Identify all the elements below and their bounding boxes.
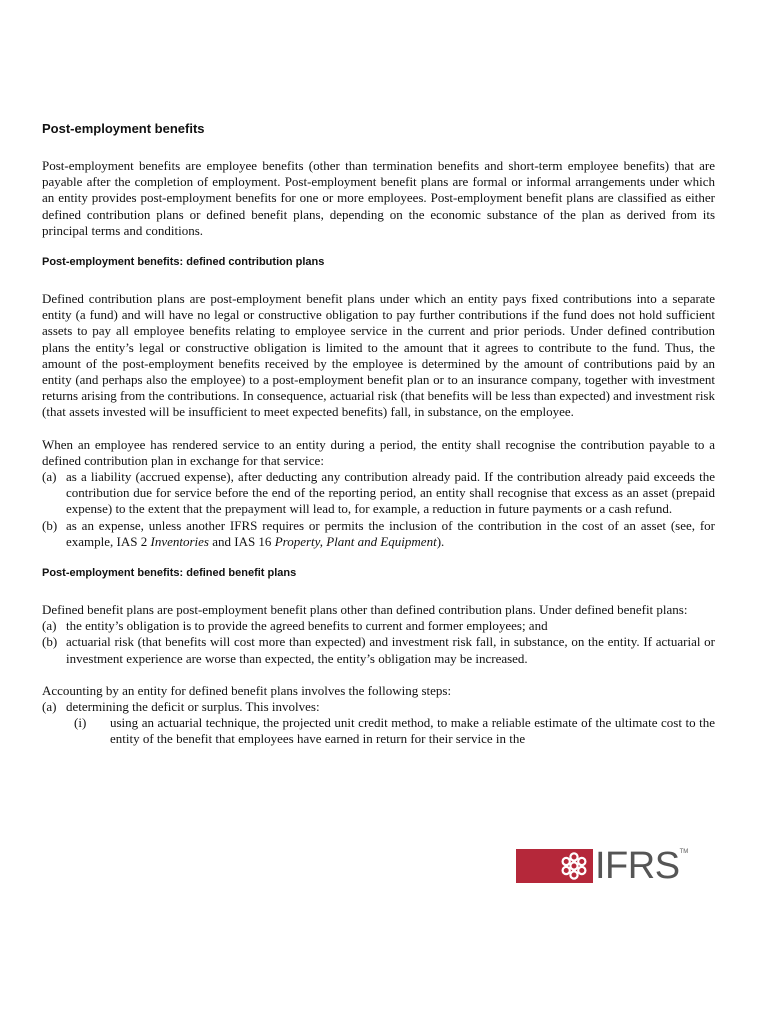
logo-wordmark: IFRS (595, 845, 680, 887)
list-text: actuarial risk (that benefits will cost more than expected) and investment risk fall, in substance, on the entity. If actuarial or investment experience are worse than expected, the entity’s obligation may be increased. (66, 634, 715, 666)
logo-trademark: TM (679, 849, 689, 855)
dc-paragraph-2: When an employee has rendered service to an entity during a period, the entity shall recognise the contribution payable to a defined contribution plan in exchange for that service: (42, 436, 715, 468)
page-title: Post-employment benefits (42, 121, 205, 136)
db-paragraph-1: Defined benefit plans are post-employment benefit plans other than defined contribution plans. Under defined benefit plans: (42, 602, 688, 618)
ias16-title: Property, Plant and Equipment (274, 533, 437, 549)
list-text: the entity’s obligation is to provide the agreed benefits to current and former employees; and (66, 618, 548, 634)
ifrs-logo (516, 847, 702, 885)
document-page (42, 120, 715, 748)
sub-list-text: using an actuarial technique, the projected unit credit method, to make a reliable estimate of the ultimate cost to the entity of the benefit that employees have earned in return for their service in the (110, 715, 715, 747)
flower-icon (559, 851, 589, 881)
db-heading: Post-employment benefits: defined benefit plans (42, 567, 297, 580)
list-item (42, 699, 715, 715)
list-marker: (a) (42, 699, 57, 715)
sub-list-item (42, 715, 715, 747)
ias2-title: Inventories (150, 533, 209, 549)
dc-heading: Post-employment benefits: defined contribution plans (42, 256, 325, 269)
list-item (42, 518, 715, 550)
sub-list-marker: (i) (74, 715, 87, 731)
list-item (42, 618, 715, 634)
list-text: determining the deficit or surplus. This involves: (66, 699, 320, 715)
list-text: as a liability (accrued expense), after deducting any contribution already paid. If the contribution already paid exceeds the contribution due for service before the end of the reporting period, an entity shall recognise that excess as an asset (prepaid expense) to the extent that the prepayment will lead to, for example, a reduction in future payments or a cash refund. (66, 469, 715, 517)
logo-mark (516, 849, 593, 883)
intro-paragraph: Post-employment benefits are employee benefits (other than termination benefits and short-term employee benefits) that are payable after the completion of employment. Post-employment benefit plans are formal or informal arrangements under which an entity provides post-employment benefits for one or more employees. Post-employment benefit plans are classified as either defined contribution plans or defined benefit plans, depending on the economic substance of the plan as derived from its principal terms and conditions. (42, 158, 715, 238)
list-marker: (a) (42, 469, 57, 485)
list-marker: (b) (42, 634, 58, 650)
dc-paragraph-1: Defined contribution plans are post-employment benefit plans under which an entity pays fixed contributions into a separate entity (a fund) and will have no legal or constructive obligation to pay further contributions if the fund does not hold sufficient assets to pay all employee benefits relating to employee service in the current and prior periods. Under defined contribution plans the entity’s legal or constructive obligation is limited to the amount that it agrees to contribute to the fund. Thus, the amount of the post-employment benefits received by the employee is determined by the amount of contributions paid by an entity (and perhaps also the employee) to a post-employment benefit plan or to an insurance company, together with investment returns arising from the contributions. In consequence, actuarial risk (that benefits will be less than expected) and investment risk (that assets invested will be insufficient to meet expected benefits) fall, in substance, on the employee. (42, 291, 715, 420)
list-marker: (b) (42, 517, 58, 533)
dc-list (42, 469, 715, 550)
db-list (42, 618, 715, 667)
list-item (42, 634, 715, 666)
list-text: as an expense, unless another IFRS requires or permits the inclusion of the contribution in the cost of an asset (see, for example, IAS 2 Inventories and IAS 16 Property, Plant and Equipment). (66, 517, 715, 549)
list-marker: (a) (42, 618, 57, 634)
db-paragraph-2: Accounting by an entity for defined benefit plans involves the following steps: (42, 682, 452, 698)
list-item (42, 469, 715, 518)
